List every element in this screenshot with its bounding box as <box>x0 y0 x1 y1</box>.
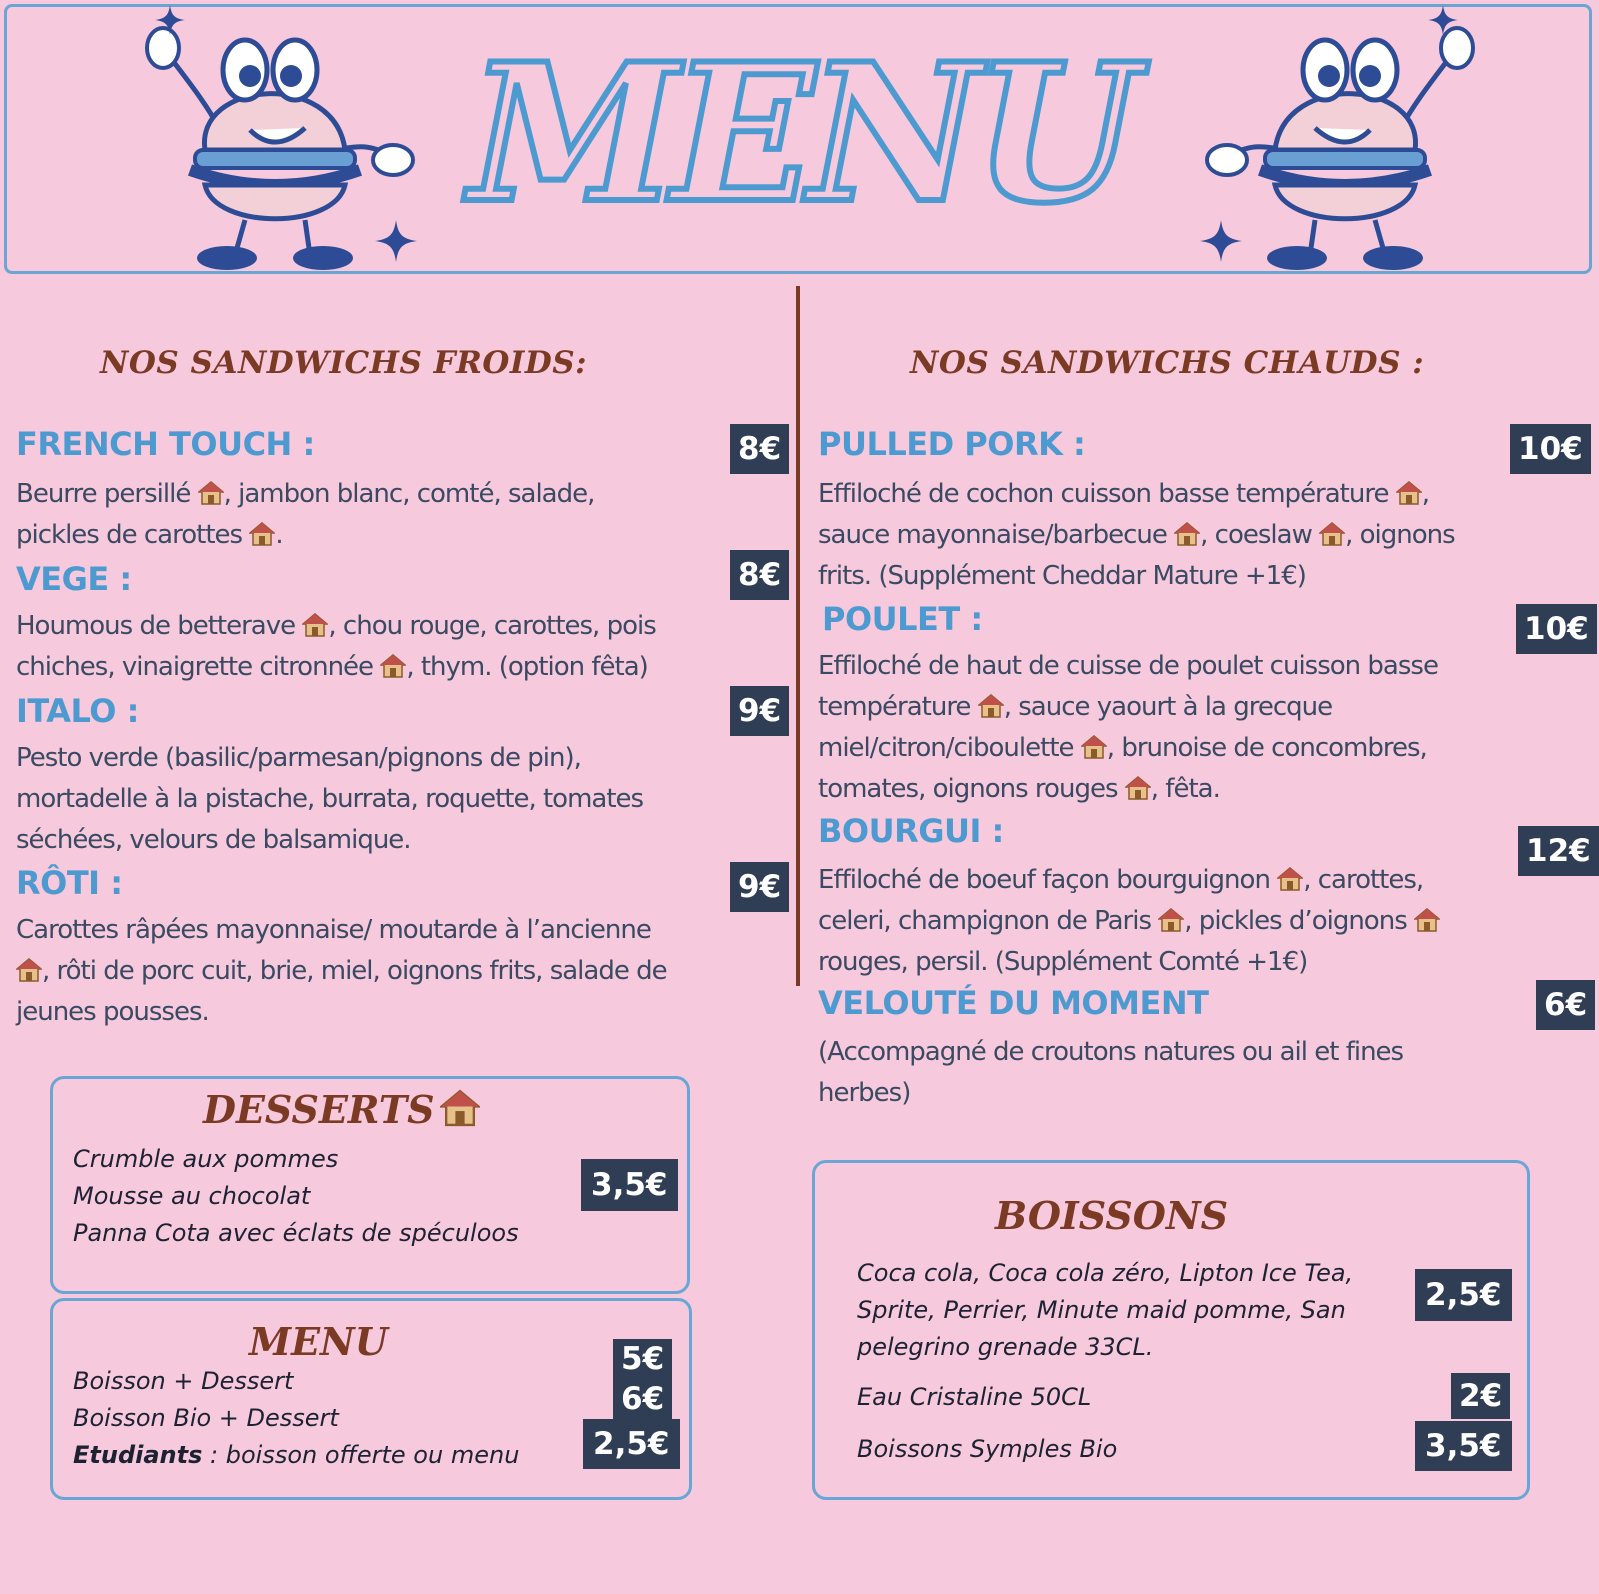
drinks-box <box>812 1160 1530 1500</box>
desserts-list <box>73 1141 519 1252</box>
price-badge: 3,5€ <box>581 1159 678 1211</box>
menu-row-label: Boisson Bio + Dessert <box>73 1404 339 1432</box>
homemade-house-icon <box>1414 908 1440 932</box>
desserts-box <box>50 1076 690 1294</box>
homemade-house-icon <box>440 1089 480 1127</box>
list-item: Crumble aux pommes <box>73 1145 339 1173</box>
menu-row-label: Etudiants : boisson offerte ou menu <box>73 1441 520 1469</box>
price-badge: 8€ <box>730 550 789 600</box>
price-badge: 5€ <box>613 1339 672 1379</box>
price-badge: 6€ <box>613 1379 672 1419</box>
price-badge: 10€ <box>1510 424 1591 474</box>
price-badge: 2€ <box>1451 1373 1510 1419</box>
price-badge: 12€ <box>1518 826 1599 876</box>
item-description: Effiloché de haut de cuisse de poulet cuisson basse température , sauce yaourt à la grecque miel/citron/ciboulette , brunoise de concombres, tomates, oignons rouges , fêta. <box>818 651 1438 804</box>
list-item: Panna Cota avec éclats de spéculoos <box>73 1219 519 1247</box>
price-badge: 6€ <box>1536 980 1595 1030</box>
item-description: Beurre persillé , jambon blanc, comté, salade, pickles de carottes . <box>16 479 595 550</box>
item-description: Effiloché de cochon cuisson basse température , sauce mayonnaise/barbecue , coeslaw , oignons frits. (Supplément Cheddar Mature +1€) <box>818 479 1455 591</box>
price-badge: 2,5€ <box>1415 1269 1512 1321</box>
homemade-house-icon <box>1125 776 1151 800</box>
item-name: RÔTI : <box>16 864 123 902</box>
list-item: Mousse au chocolat <box>73 1182 311 1210</box>
svg-text:MENU: MENU <box>468 30 1132 230</box>
homemade-house-icon <box>16 958 42 982</box>
burger-mascot-icon <box>1200 10 1490 270</box>
sparkle-star-icon <box>155 5 185 35</box>
menu-formula-box <box>50 1298 692 1500</box>
drinks-title: BOISSONS <box>995 1193 1229 1238</box>
item-name: BOURGUI : <box>818 812 1004 850</box>
homemade-house-icon <box>302 613 328 637</box>
homemade-house-icon <box>249 522 275 546</box>
item-description: Carottes râpées mayonnaise/ moutarde à l’ancienne , rôti de porc cuit, brie, miel, oignons frits, salade de jeunes pousses. <box>16 915 667 1027</box>
homemade-house-icon <box>1158 908 1184 932</box>
sparkle-star-icon <box>1428 5 1458 35</box>
item-description: Effiloché de boeuf façon bourguignon , carottes, celeri, champignon de Paris , pickles d’oignons rouges, persil. (Supplément Comté +1€) <box>818 860 1598 983</box>
water-label: Eau Cristaline 50CL <box>857 1383 1092 1411</box>
item-name: ITALO : <box>16 692 139 730</box>
price-badge: 8€ <box>730 424 789 474</box>
column-divider <box>796 286 800 986</box>
sparkle-star-icon <box>375 220 417 262</box>
homemade-house-icon <box>1081 735 1107 759</box>
soft-drinks-list: Coca cola, Coca cola zéro, Lipton Ice Tea, Sprite, Perrier, Minute maid pomme, San pelegrino grenade 33CL. <box>857 1259 1354 1361</box>
menu-row-label: Boisson + Dessert <box>73 1367 294 1395</box>
cold-sandwiches-heading: NOS SANDWICHS FROIDS: <box>100 345 588 381</box>
homemade-house-icon <box>1277 867 1303 891</box>
bio-drinks-label: Boissons Symples Bio <box>857 1435 1118 1463</box>
page-title <box>440 30 1160 230</box>
homemade-house-icon <box>978 694 1004 718</box>
homemade-house-icon <box>1319 522 1345 546</box>
price-badge: 9€ <box>730 862 789 912</box>
price-badge: 3,5€ <box>1415 1421 1512 1471</box>
item-name: POULET : <box>822 600 983 638</box>
item-name: VEGE : <box>16 560 132 598</box>
homemade-house-icon <box>1396 481 1422 505</box>
price-badge: 10€ <box>1516 604 1597 654</box>
item-name: PULLED PORK : <box>818 425 1086 463</box>
item-name: FRENCH TOUCH : <box>16 425 315 463</box>
desserts-title: DESSERTS <box>203 1087 480 1132</box>
sparkle-star-icon <box>1200 220 1242 262</box>
item-description: Houmous de betterave , chou rouge, carottes, pois chiches, vinaigrette citronnée , thym. (option fêta) <box>16 611 656 682</box>
price-badge: 2,5€ <box>583 1419 680 1469</box>
price-badge: 9€ <box>730 686 789 736</box>
homemade-house-icon <box>1174 522 1200 546</box>
item-name: VELOUTÉ DU MOMENT <box>818 984 1209 1022</box>
hot-sandwiches-heading: NOS SANDWICHS CHAUDS : <box>910 345 1425 381</box>
item-description: Pesto verde (basilic/parmesan/pignons de pin), mortadelle à la pistache, burrata, roquette, tomates séchées, velours de balsamique. <box>16 743 644 855</box>
homemade-house-icon <box>198 481 224 505</box>
menu-formula-title: MENU <box>249 1319 388 1364</box>
homemade-house-icon <box>380 654 406 678</box>
item-description: (Accompagné de croutons natures ou ail et fines herbes) <box>818 1037 1404 1108</box>
